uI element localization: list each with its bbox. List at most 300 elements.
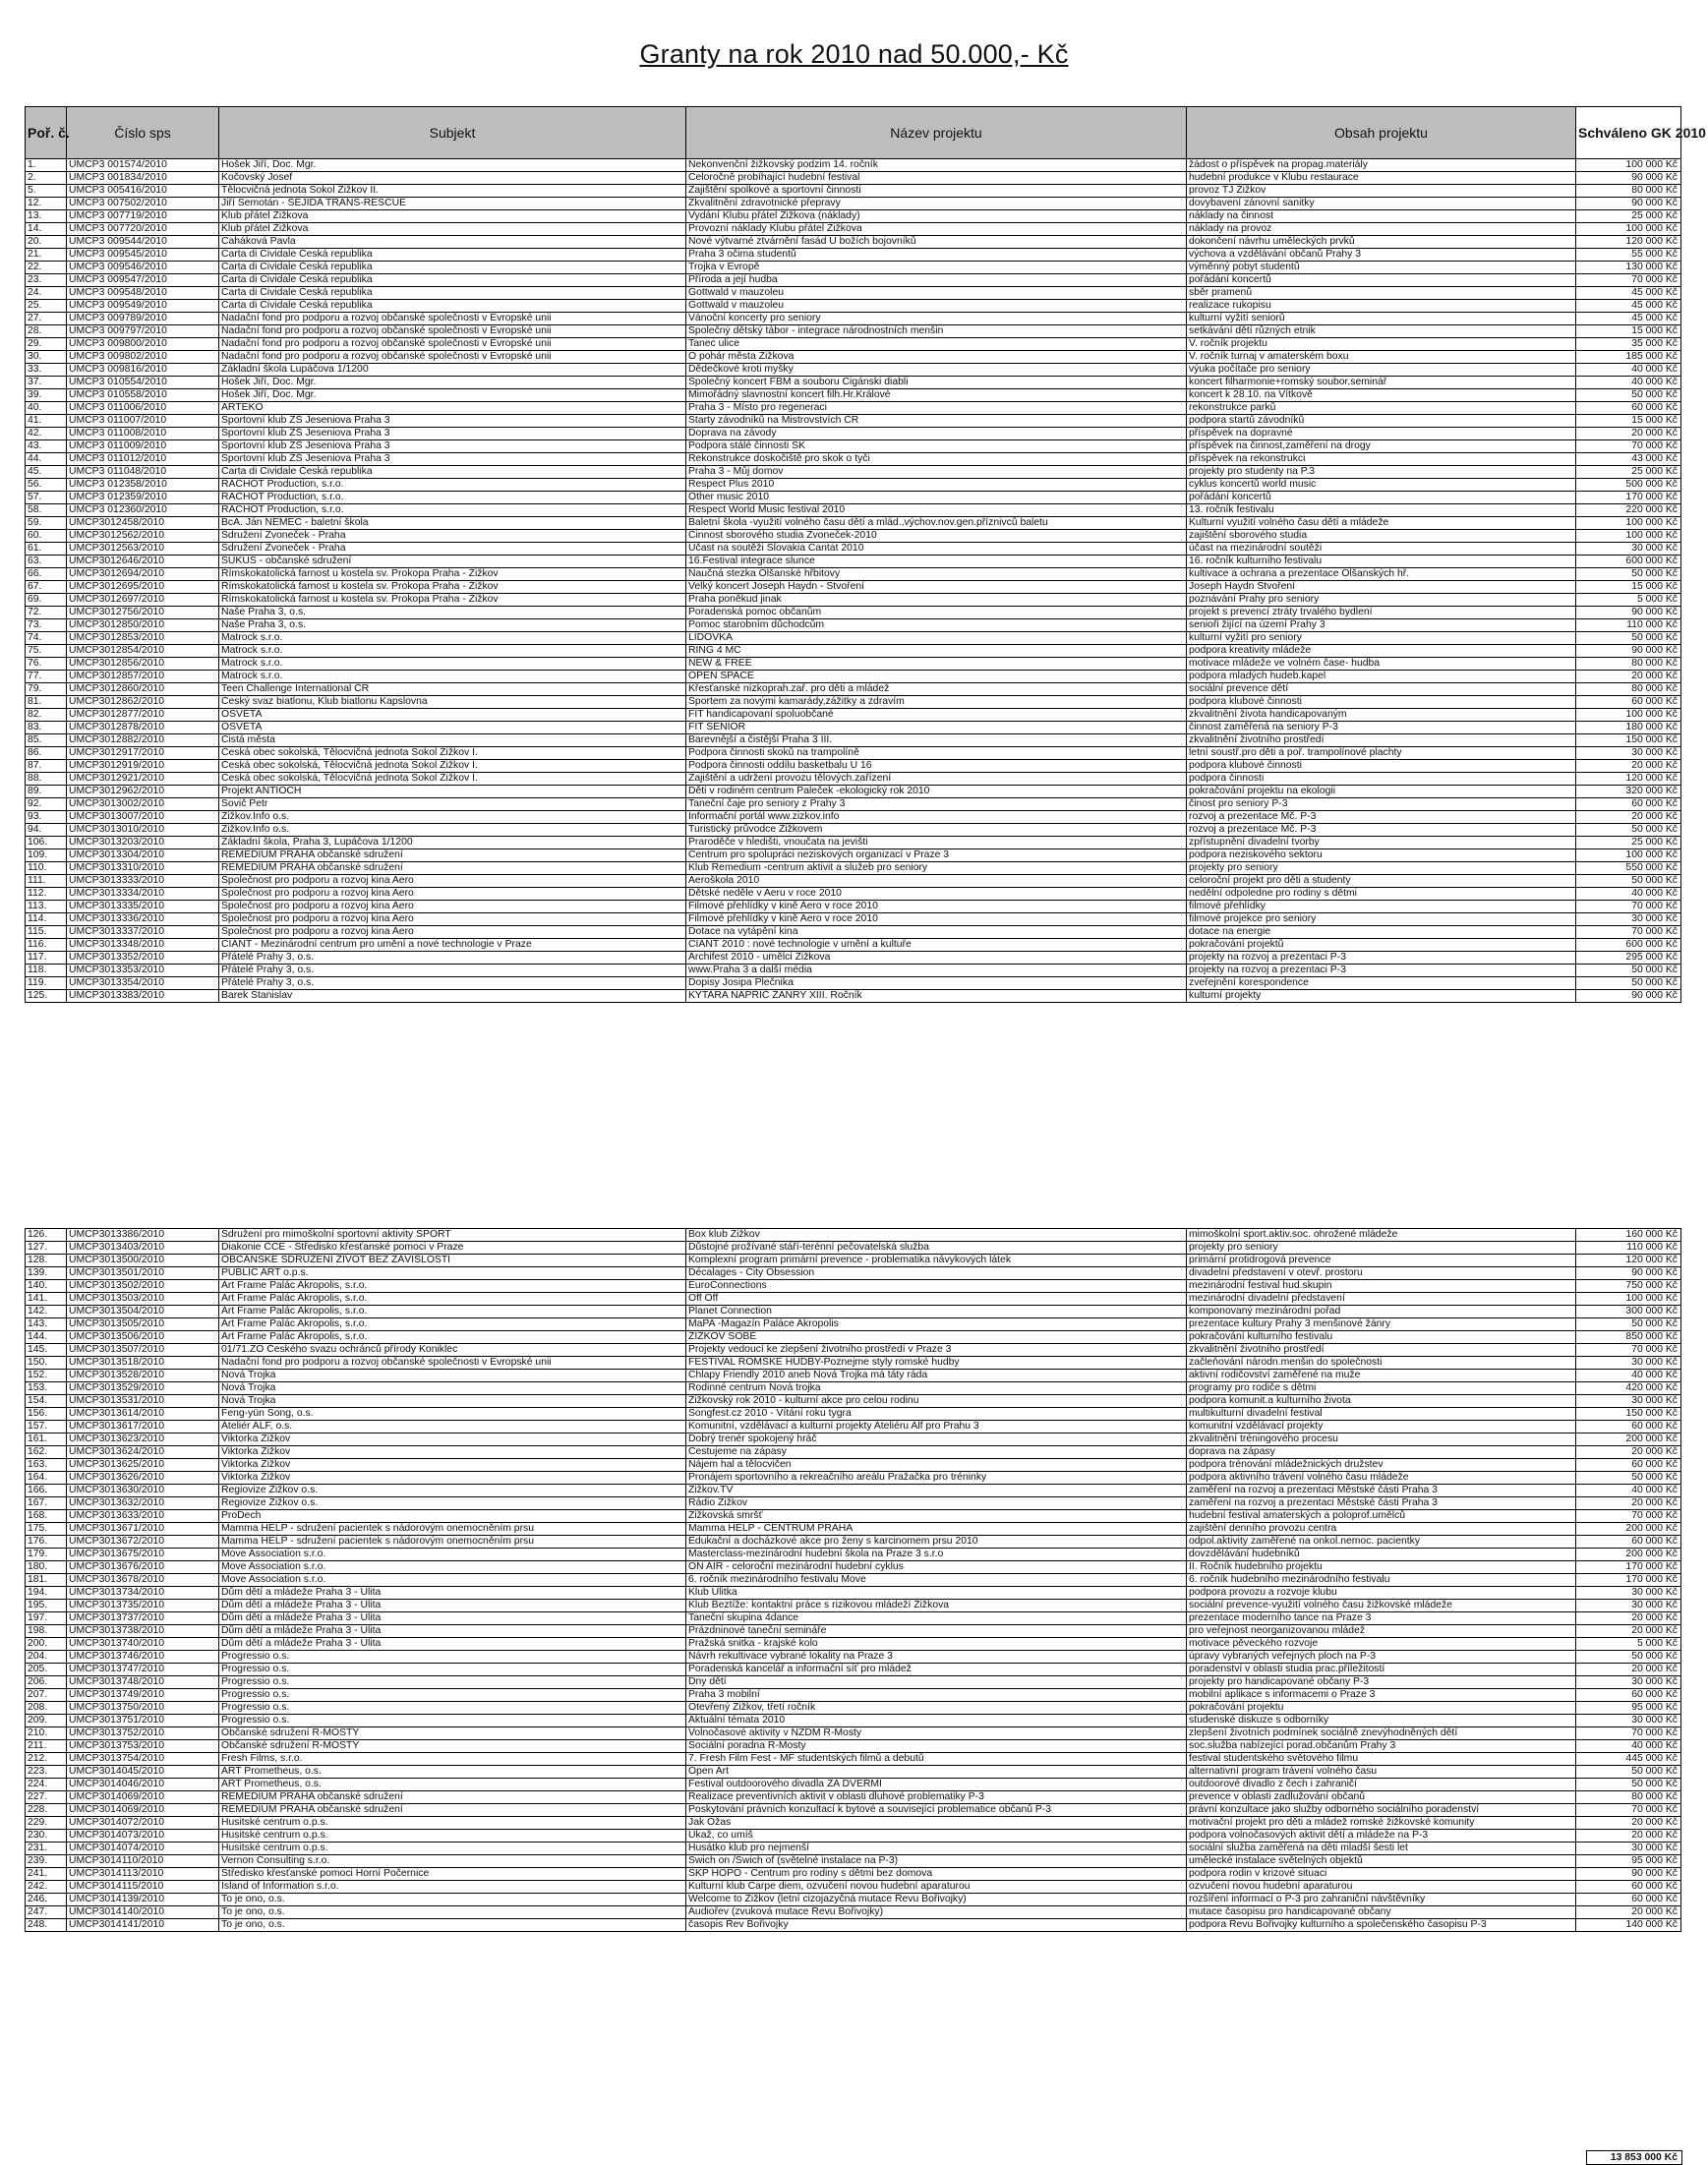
row-cislo-sps: UMCP3 009797/2010 xyxy=(67,325,219,338)
row-cislo-sps: UMCP3 009549/2010 xyxy=(67,300,219,313)
table-row xyxy=(26,683,1681,696)
row-nazev-projektu: Kulturní klub Carpe diem, ozvučení novou hudební aparaturou xyxy=(686,1881,1187,1894)
row-subjekt: OSVĚTA xyxy=(219,722,686,734)
row-cislo-sps: UMCP3013753/2010 xyxy=(67,1740,219,1753)
row-obsah-projektu: projekty na rozvoj a prezentaci P-3 xyxy=(1187,965,1576,977)
row-schvaleno: 130 000 Kč xyxy=(1576,262,1681,274)
row-schvaleno: 45 000 Kč xyxy=(1576,287,1681,300)
row-schvaleno: 45 000 Kč xyxy=(1576,300,1681,313)
row-nazev-projektu: Ukaž, co umíš xyxy=(686,1830,1187,1843)
row-obsah-projektu: poradenství v oblasti studia prac.příležitostí xyxy=(1187,1664,1576,1676)
row-cislo-sps: UMCP3 012359/2010 xyxy=(67,492,219,504)
row-obsah-projektu: festival studentského světového filmu xyxy=(1187,1753,1576,1766)
row-obsah-projektu: příspěvek na rekonstrukci xyxy=(1187,453,1576,466)
table-row xyxy=(26,415,1681,428)
row-cislo-sps: UMCP3013348/2010 xyxy=(67,939,219,952)
row-cislo-sps: UMCP3013002/2010 xyxy=(67,798,219,811)
row-cislo-sps: UMCP3012962/2010 xyxy=(67,786,219,798)
row-nazev-projektu: Dobrý trenér spokojený hráč xyxy=(686,1434,1187,1446)
row-por: 194. xyxy=(26,1587,67,1600)
row-cislo-sps: UMCP3 009816/2010 xyxy=(67,364,219,377)
row-cislo-sps: UMCP3013751/2010 xyxy=(67,1715,219,1727)
row-cislo-sps: UMCP3014074/2010 xyxy=(67,1843,219,1855)
row-cislo-sps: UMCP3013505/2010 xyxy=(67,1318,219,1331)
row-obsah-projektu: účast na mezinárodní soutěži xyxy=(1187,543,1576,556)
table-row xyxy=(26,1843,1681,1855)
row-por: 81. xyxy=(26,696,67,709)
row-subjekt: Přátelé Prahy 3, o.s. xyxy=(219,977,686,990)
row-schvaleno: 90 000 Kč xyxy=(1576,1868,1681,1881)
row-schvaleno: 95 000 Kč xyxy=(1576,1855,1681,1868)
row-subjekt: Římskokatolická farnost u kostela sv. Prokopa Praha - Žižkov xyxy=(219,594,686,607)
row-schvaleno: 50 000 Kč xyxy=(1576,1651,1681,1664)
table-row xyxy=(26,1331,1681,1344)
row-obsah-projektu: senioři žijící na území Prahy 3 xyxy=(1187,619,1576,632)
row-por: 154. xyxy=(26,1395,67,1408)
table-row xyxy=(26,530,1681,543)
row-subjekt: Viktorka Žižkov xyxy=(219,1472,686,1485)
table-row xyxy=(26,351,1681,364)
row-por: 153. xyxy=(26,1382,67,1395)
row-cislo-sps: UMCP3013386/2010 xyxy=(67,1229,219,1242)
row-subjekt: SUKUS - občanské sdružení xyxy=(219,556,686,568)
row-por: 63. xyxy=(26,556,67,568)
row-nazev-projektu: Sociální poradna R-Mosty xyxy=(686,1740,1187,1753)
row-schvaleno: 20 000 Kč xyxy=(1576,428,1681,440)
row-por: 168. xyxy=(26,1510,67,1523)
row-nazev-projektu: časopis Řev Bořivojky xyxy=(686,1919,1187,1932)
row-schvaleno: 140 000 Kč xyxy=(1576,1919,1681,1932)
row-schvaleno: 30 000 Kč xyxy=(1576,1843,1681,1855)
row-schvaleno: 50 000 Kč xyxy=(1576,568,1681,581)
row-por: 164. xyxy=(26,1472,67,1485)
row-cislo-sps: UMCP3013735/2010 xyxy=(67,1600,219,1612)
row-nazev-projektu: Swich on /Swich of (světelné instalace na P-3) xyxy=(686,1855,1187,1868)
row-cislo-sps: UMCP3014141/2010 xyxy=(67,1919,219,1932)
row-por: 14. xyxy=(26,223,67,236)
row-obsah-projektu: V. ročník turnaj v amaterském boxu xyxy=(1187,351,1576,364)
row-schvaleno: 50 000 Kč xyxy=(1576,1472,1681,1485)
row-nazev-projektu: RING 4 MC xyxy=(686,645,1187,658)
header-subjekt: Subjekt xyxy=(219,107,686,159)
row-subjekt: Nová Trojka xyxy=(219,1395,686,1408)
row-obsah-projektu: příspěvek na činnost,zaměření na drogy xyxy=(1187,440,1576,453)
table-row xyxy=(26,952,1681,965)
row-nazev-projektu: Husátko klub pro nejmenší xyxy=(686,1843,1187,1855)
row-nazev-projektu: Cestujeme na zápasy xyxy=(686,1446,1187,1459)
row-subjekt: Sovič Petr xyxy=(219,798,686,811)
row-nazev-projektu: Velký koncert Joseph Haydn - Stvoření xyxy=(686,581,1187,594)
row-subjekt: Husitské centrum o.p.s. xyxy=(219,1817,686,1830)
row-obsah-projektu: sociální prevence-využití volného času žižkovské mládeže xyxy=(1187,1600,1576,1612)
row-schvaleno: 40 000 Kč xyxy=(1576,364,1681,377)
row-subjekt: Fresh Films, s.r.o. xyxy=(219,1753,686,1766)
row-nazev-projektu: Realizace preventivních aktivit v oblasti dluhové problematiky P-3 xyxy=(686,1791,1187,1804)
row-cislo-sps: UMCP3012853/2010 xyxy=(67,632,219,645)
row-nazev-projektu: Projekty vedoucí ke zlepšení životního prostředí v Praze 3 xyxy=(686,1344,1187,1357)
row-subjekt: Naše Praha 3, o.s. xyxy=(219,607,686,619)
row-por: 212. xyxy=(26,1753,67,1766)
row-nazev-projektu: Masterclass-mezinárodní hudební škola na Praze 3 s.r.o xyxy=(686,1549,1187,1561)
row-obsah-projektu: podpora trénování mládežnických družstev xyxy=(1187,1459,1576,1472)
table-row xyxy=(26,824,1681,837)
row-nazev-projektu: Naučná stezka Olšanské hřbitovy xyxy=(686,568,1187,581)
row-por: 209. xyxy=(26,1715,67,1727)
table-row xyxy=(26,773,1681,786)
row-schvaleno: 60 000 Kč xyxy=(1576,1881,1681,1894)
row-subjekt: Move Association s.r.o. xyxy=(219,1549,686,1561)
table-row xyxy=(26,159,1681,172)
row-obsah-projektu: mutace časopisu pro handicapované občany xyxy=(1187,1906,1576,1919)
row-por: 227. xyxy=(26,1791,67,1804)
row-por: 77. xyxy=(26,671,67,683)
row-cislo-sps: UMCP3013504/2010 xyxy=(67,1306,219,1318)
row-cislo-sps: UMCP3013678/2010 xyxy=(67,1574,219,1587)
table-row xyxy=(26,1804,1681,1817)
row-nazev-projektu: Nové výtvarné ztvárnění fasád U božích bojovníků xyxy=(686,236,1187,249)
row-nazev-projektu: Rodinné centrum Nová trojka xyxy=(686,1382,1187,1395)
table-row xyxy=(26,364,1681,377)
row-nazev-projektu: Klub Ulitka xyxy=(686,1587,1187,1600)
row-schvaleno: 30 000 Kč xyxy=(1576,1395,1681,1408)
row-obsah-projektu: činnost zaměřená na seniory P-3 xyxy=(1187,722,1576,734)
row-nazev-projektu: Chlapy Friendly 2010 aneb Nová Trojka má táty ráda xyxy=(686,1370,1187,1382)
row-obsah-projektu: divadelní představení v otevř. prostoru xyxy=(1187,1267,1576,1280)
table-row xyxy=(26,543,1681,556)
row-subjekt: Progressio o.s. xyxy=(219,1676,686,1689)
row-nazev-projektu: Audiořev (zvuková mutace Řevu Bořivojky) xyxy=(686,1906,1187,1919)
row-subjekt: Art Frame Palác Akropolis, s.r.o. xyxy=(219,1318,686,1331)
row-subjekt: Carta di Cividale Česká republika xyxy=(219,300,686,313)
table-row xyxy=(26,1740,1681,1753)
table-row xyxy=(26,1485,1681,1497)
row-schvaleno: 60 000 Kč xyxy=(1576,1536,1681,1549)
row-subjekt: Progressio o.s. xyxy=(219,1651,686,1664)
table-row xyxy=(26,875,1681,888)
row-schvaleno: 70 000 Kč xyxy=(1576,901,1681,913)
row-por: 208. xyxy=(26,1702,67,1715)
row-subjekt: Společnost pro podporu a rozvoj kina Aero xyxy=(219,888,686,901)
table-row xyxy=(26,1638,1681,1651)
row-obsah-projektu: podpora startů závodníků xyxy=(1187,415,1576,428)
row-subjekt: Carta di Cividale Česká republika xyxy=(219,466,686,479)
row-obsah-projektu: odpol.aktivity zaměřené na onkol.nemoc. pacientky xyxy=(1187,1536,1576,1549)
row-nazev-projektu: Poradenská kancelář a informační síť pro mládež xyxy=(686,1664,1187,1676)
table-row xyxy=(26,1791,1681,1804)
row-cislo-sps: UMCP3014069/2010 xyxy=(67,1791,219,1804)
table-row xyxy=(26,338,1681,351)
row-obsah-projektu: ozvučení novou hudební aparaturou xyxy=(1187,1881,1576,1894)
row-por: 239. xyxy=(26,1855,67,1868)
row-subjekt: RACHOT Production, s.r.o. xyxy=(219,504,686,517)
row-nazev-projektu: Komunitní, vzdělávací a kulturní projekty Ateliéru Alf pro Prahu 3 xyxy=(686,1421,1187,1434)
row-nazev-projektu: Sportem za novými kamarády,zážitky a zdravím xyxy=(686,696,1187,709)
row-cislo-sps: UMCP3013738/2010 xyxy=(67,1625,219,1638)
row-nazev-projektu: Centrum pro spolupráci neziskových organizací v Praze 3 xyxy=(686,849,1187,862)
row-cislo-sps: UMCP3012850/2010 xyxy=(67,619,219,632)
row-subjekt: ARTEKO xyxy=(219,402,686,415)
header-cislo-sps: Číslo sps xyxy=(67,107,219,159)
row-por: 144. xyxy=(26,1331,67,1344)
row-schvaleno: 180 000 Kč xyxy=(1576,722,1681,734)
row-subjekt: Diakonie ČCE - Středisko křesťanské pomoci v Praze xyxy=(219,1242,686,1255)
table-row xyxy=(26,1600,1681,1612)
row-subjekt: Matrock s.r.o. xyxy=(219,645,686,658)
row-subjekt: Nadační fond pro podporu a rozvoj občanské společnosti v Evropské unii xyxy=(219,351,686,364)
row-cislo-sps: UMCP3013672/2010 xyxy=(67,1536,219,1549)
table-body-bottom xyxy=(26,1229,1681,1932)
row-por: 21. xyxy=(26,249,67,262)
table-row xyxy=(26,619,1681,632)
row-obsah-projektu: podpora Řevu Bořivojky kulturního a společenského časopisu P-3 xyxy=(1187,1919,1576,1932)
table-row xyxy=(26,1830,1681,1843)
table-row xyxy=(26,1919,1681,1932)
row-obsah-projektu: mezinárodní divadelní představení xyxy=(1187,1293,1576,1306)
table-row xyxy=(26,1318,1681,1331)
row-nazev-projektu: Příroda a její hudba xyxy=(686,274,1187,287)
table-row xyxy=(26,1894,1681,1906)
row-schvaleno: 40 000 Kč xyxy=(1576,377,1681,389)
row-schvaleno: 43 000 Kč xyxy=(1576,453,1681,466)
row-nazev-projektu: Taneční čaje pro seniory z Prahy 3 xyxy=(686,798,1187,811)
row-schvaleno: 5 000 Kč xyxy=(1576,1638,1681,1651)
row-nazev-projektu: OPEN SPACE xyxy=(686,671,1187,683)
row-obsah-projektu: podpora provozu a rozvoje klubu xyxy=(1187,1587,1576,1600)
table-row xyxy=(26,1855,1681,1868)
table-row xyxy=(26,262,1681,274)
row-schvaleno: 60 000 Kč xyxy=(1576,1689,1681,1702)
row-subjekt: Art Frame Palác Akropolis, s.r.o. xyxy=(219,1331,686,1344)
row-nazev-projektu: Informační portál www.zizkov.info xyxy=(686,811,1187,824)
table-row xyxy=(26,1549,1681,1561)
row-schvaleno: 30 000 Kč xyxy=(1576,1587,1681,1600)
table-header-row xyxy=(26,107,1681,159)
row-cislo-sps: UMCP3014139/2010 xyxy=(67,1894,219,1906)
row-obsah-projektu: prevence v oblasti zadlužování občanů xyxy=(1187,1791,1576,1804)
row-obsah-projektu: zkvalitnění života handicapovaným xyxy=(1187,709,1576,722)
row-obsah-projektu: motivace pěveckého rozvoje xyxy=(1187,1638,1576,1651)
row-schvaleno: 90 000 Kč xyxy=(1576,198,1681,210)
row-cislo-sps: UMCP3012854/2010 xyxy=(67,645,219,658)
table-row xyxy=(26,888,1681,901)
row-por: 206. xyxy=(26,1676,67,1689)
row-por: 87. xyxy=(26,760,67,773)
table-row xyxy=(26,1306,1681,1318)
row-subjekt: Matrock s.r.o. xyxy=(219,632,686,645)
row-schvaleno: 170 000 Kč xyxy=(1576,492,1681,504)
row-cislo-sps: UMCP3012917/2010 xyxy=(67,747,219,760)
table-row xyxy=(26,236,1681,249)
row-por: 141. xyxy=(26,1293,67,1306)
row-subjekt: REMEDIUM PRAHA občanské sdružení xyxy=(219,862,686,875)
row-nazev-projektu: ŽIŽKOV SOBĚ xyxy=(686,1331,1187,1344)
row-nazev-projektu: Other music 2010 xyxy=(686,492,1187,504)
table-row xyxy=(26,568,1681,581)
row-cislo-sps: UMCP3013500/2010 xyxy=(67,1255,219,1267)
row-obsah-projektu: koncert filharmonie+romský soubor,seminář xyxy=(1187,377,1576,389)
row-nazev-projektu: Barevnější a čistější Praha 3 III. xyxy=(686,734,1187,747)
row-subjekt: Česká obec sokolská, Tělocvičná jednota Sokol Žižkov I. xyxy=(219,760,686,773)
row-subjekt: ART Prometheus, o.s. xyxy=(219,1779,686,1791)
row-obsah-projektu: kultivace a ochrana a prezentace Olšanských hř. xyxy=(1187,568,1576,581)
table-row xyxy=(26,747,1681,760)
row-por: 248. xyxy=(26,1919,67,1932)
row-obsah-projektu: pokračování projektu na ekologii xyxy=(1187,786,1576,798)
row-obsah-projektu: zveřejnění korespondence xyxy=(1187,977,1576,990)
row-schvaleno: 90 000 Kč xyxy=(1576,645,1681,658)
table-row xyxy=(26,1382,1681,1395)
row-nazev-projektu: Starty závodníků na Mistrovstvích ČR xyxy=(686,415,1187,428)
row-nazev-projektu: Nájem hal a tělocvičen xyxy=(686,1459,1187,1472)
row-obsah-projektu: podpora rodin v krizové situaci xyxy=(1187,1868,1576,1881)
row-obsah-projektu: studenské diskuze s odborníky xyxy=(1187,1715,1576,1727)
row-por: 179. xyxy=(26,1549,67,1561)
row-por: 181. xyxy=(26,1574,67,1587)
row-nazev-projektu: Nekonvenční žižkovský podzim 14. ročník xyxy=(686,159,1187,172)
table-row xyxy=(26,1242,1681,1255)
row-subjekt: Art Frame Palác Akropolis, s.r.o. xyxy=(219,1306,686,1318)
row-schvaleno: 30 000 Kč xyxy=(1576,747,1681,760)
row-cislo-sps: UMCP3 009800/2010 xyxy=(67,338,219,351)
row-subjekt: Dům dětí a mládeže Praha 3 - Ulita xyxy=(219,1625,686,1638)
row-subjekt: Carta di Cividale Česká republika xyxy=(219,274,686,287)
row-obsah-projektu: zaměření na rozvoj a prezentaci Městské části Praha 3 xyxy=(1187,1485,1576,1497)
row-subjekt: Carta di Cividale Česká republika xyxy=(219,249,686,262)
row-schvaleno: 40 000 Kč xyxy=(1576,1740,1681,1753)
row-obsah-projektu: alternativní program trávení volného času xyxy=(1187,1766,1576,1779)
row-subjekt: Nadační fond pro podporu a rozvoj občanské společnosti v Evropské unii xyxy=(219,1357,686,1370)
row-obsah-projektu: letní soustř.pro děti a poř. trampolínové plachty xyxy=(1187,747,1576,760)
row-obsah-projektu: dovybavení zánovní sanitky xyxy=(1187,198,1576,210)
row-subjekt: Čistá města xyxy=(219,734,686,747)
row-obsah-projektu: 16. ročník kulturního festivalu xyxy=(1187,556,1576,568)
row-cislo-sps: UMCP3012646/2010 xyxy=(67,556,219,568)
row-subjekt: Progressio o.s. xyxy=(219,1715,686,1727)
row-obsah-projektu: dovzdělávání hudebníků xyxy=(1187,1549,1576,1561)
row-cislo-sps: UMCP3013624/2010 xyxy=(67,1446,219,1459)
row-por: 13. xyxy=(26,210,67,223)
row-nazev-projektu: Pomoc starobním důchodcům xyxy=(686,619,1187,632)
row-subjekt: Žižkov.Info o.s. xyxy=(219,824,686,837)
row-nazev-projektu: Zajištění a udržení provozu tělových.zařízení xyxy=(686,773,1187,786)
row-obsah-projektu: projekty pro seniory xyxy=(1187,1242,1576,1255)
row-cislo-sps: UMCP3012860/2010 xyxy=(67,683,219,696)
row-por: 30. xyxy=(26,351,67,364)
row-por: 74. xyxy=(26,632,67,645)
table-row xyxy=(26,1664,1681,1676)
row-cislo-sps: UMCP3012695/2010 xyxy=(67,581,219,594)
row-nazev-projektu: Praha 3 očima studentů xyxy=(686,249,1187,262)
row-nazev-projektu: Prázdninové taneční semináře xyxy=(686,1625,1187,1638)
row-cislo-sps: UMCP3014072/2010 xyxy=(67,1817,219,1830)
row-subjekt: Česká obec sokolská, Tělocvičná jednota Sokol Žižkov I. xyxy=(219,747,686,760)
row-nazev-projektu: 16.Festival integrace slunce xyxy=(686,556,1187,568)
row-obsah-projektu: prezentace kultury Prahy 3 menšinové žánry xyxy=(1187,1318,1576,1331)
table-row xyxy=(26,645,1681,658)
row-schvaleno: 60 000 Kč xyxy=(1576,696,1681,709)
row-nazev-projektu: Podpora činnosti skoků na trampolíně xyxy=(686,747,1187,760)
table-row xyxy=(26,389,1681,402)
table-row xyxy=(26,249,1681,262)
row-nazev-projektu: Dědečkové kroti myšky xyxy=(686,364,1187,377)
row-schvaleno: 50 000 Kč xyxy=(1576,1779,1681,1791)
row-subjekt: RACHOT Production, s.r.o. xyxy=(219,492,686,504)
row-schvaleno: 100 000 Kč xyxy=(1576,223,1681,236)
row-nazev-projektu: MaPA -Magazín Paláce Akropolis xyxy=(686,1318,1187,1331)
row-cislo-sps: UMCP3013383/2010 xyxy=(67,990,219,1003)
row-obsah-projektu: projekty pro studenty na P.3 xyxy=(1187,466,1576,479)
row-nazev-projektu: Gottwald v mauzoleu xyxy=(686,300,1187,313)
row-obsah-projektu: projekty na rozvoj a prezentaci P-3 xyxy=(1187,952,1576,965)
table-row xyxy=(26,1561,1681,1574)
row-por: 76. xyxy=(26,658,67,671)
row-schvaleno: 120 000 Kč xyxy=(1576,773,1681,786)
row-cislo-sps: UMCP3 009545/2010 xyxy=(67,249,219,262)
row-schvaleno: 420 000 Kč xyxy=(1576,1382,1681,1395)
row-cislo-sps: UMCP3013503/2010 xyxy=(67,1293,219,1306)
row-schvaleno: 20 000 Kč xyxy=(1576,671,1681,683)
row-cislo-sps: UMCP3013623/2010 xyxy=(67,1434,219,1446)
row-nazev-projektu: Praha 3 mobilní xyxy=(686,1689,1187,1702)
row-schvaleno: 100 000 Kč xyxy=(1576,530,1681,543)
table-row xyxy=(26,428,1681,440)
table-row xyxy=(26,1421,1681,1434)
row-schvaleno: 170 000 Kč xyxy=(1576,1561,1681,1574)
row-subjekt: Sportovní klub ZŠ Jeseniova Praha 3 xyxy=(219,415,686,428)
table-row xyxy=(26,607,1681,619)
table-row xyxy=(26,1817,1681,1830)
row-por: 126. xyxy=(26,1229,67,1242)
row-nazev-projektu: Planet Connection xyxy=(686,1306,1187,1318)
row-subjekt: Teen Challenge International ČR xyxy=(219,683,686,696)
table-row xyxy=(26,722,1681,734)
row-subjekt: Římskokatolická farnost u kostela sv. Prokopa Praha - Žižkov xyxy=(219,568,686,581)
row-obsah-projektu: zpřístupnění divadelní tvorby xyxy=(1187,837,1576,849)
table-row xyxy=(26,760,1681,773)
document-title: Granty na rok 2010 nad 50.000,- Kč xyxy=(639,39,1069,69)
row-subjekt: CIANT - Mezinárodní centrum pro umění a nové technologie v Praze xyxy=(219,939,686,952)
row-obsah-projektu: hudební festival amaterských a poloprof.umělců xyxy=(1187,1510,1576,1523)
row-cislo-sps: UMCP3013507/2010 xyxy=(67,1344,219,1357)
row-obsah-projektu: rekonstrukce parků xyxy=(1187,402,1576,415)
row-schvaleno: 30 000 Kč xyxy=(1576,543,1681,556)
row-obsah-projektu: podpora činnosti xyxy=(1187,773,1576,786)
row-obsah-projektu: programy pro rodiče s dětmi xyxy=(1187,1382,1576,1395)
row-schvaleno: 25 000 Kč xyxy=(1576,210,1681,223)
row-cislo-sps: UMCP3014115/2010 xyxy=(67,1881,219,1894)
row-subjekt: Hošek Jiří, Doc. Mgr. xyxy=(219,377,686,389)
row-obsah-projektu: žádost o příspěvek na propag.materiály xyxy=(1187,159,1576,172)
row-nazev-projektu: Účast na soutěži Slovakia Cantat 2010 xyxy=(686,543,1187,556)
row-subjekt: Sportovní klub ZŠ Jeseniova Praha 3 xyxy=(219,428,686,440)
row-schvaleno: 295 000 Kč xyxy=(1576,952,1681,965)
table-row xyxy=(26,300,1681,313)
row-obsah-projektu: zkvalitnění tréningového procesu xyxy=(1187,1434,1576,1446)
row-cislo-sps: UMCP3013501/2010 xyxy=(67,1267,219,1280)
row-obsah-projektu: kulturní projekty xyxy=(1187,990,1576,1003)
row-obsah-projektu: podpora klubové činnosti xyxy=(1187,760,1576,773)
row-obsah-projektu: pořádání koncertů xyxy=(1187,492,1576,504)
row-nazev-projektu: O pohár města Žižkova xyxy=(686,351,1187,364)
row-subjekt: Progressio o.s. xyxy=(219,1664,686,1676)
row-por: 195. xyxy=(26,1600,67,1612)
row-cislo-sps: UMCP3013403/2010 xyxy=(67,1242,219,1255)
row-obsah-projektu: motivace mládeže ve volném čase- hudba xyxy=(1187,658,1576,671)
row-subjekt: Nadační fond pro podporu a rozvoj občanské společnosti v Evropské unii xyxy=(219,313,686,325)
row-obsah-projektu: nedělní odpoledne pro rodiny s dětmi xyxy=(1187,888,1576,901)
row-subjekt: Česká obec sokolská, Tělocvičná jednota Sokol Žižkov I. xyxy=(219,773,686,786)
row-cislo-sps: UMCP3 011012/2010 xyxy=(67,453,219,466)
